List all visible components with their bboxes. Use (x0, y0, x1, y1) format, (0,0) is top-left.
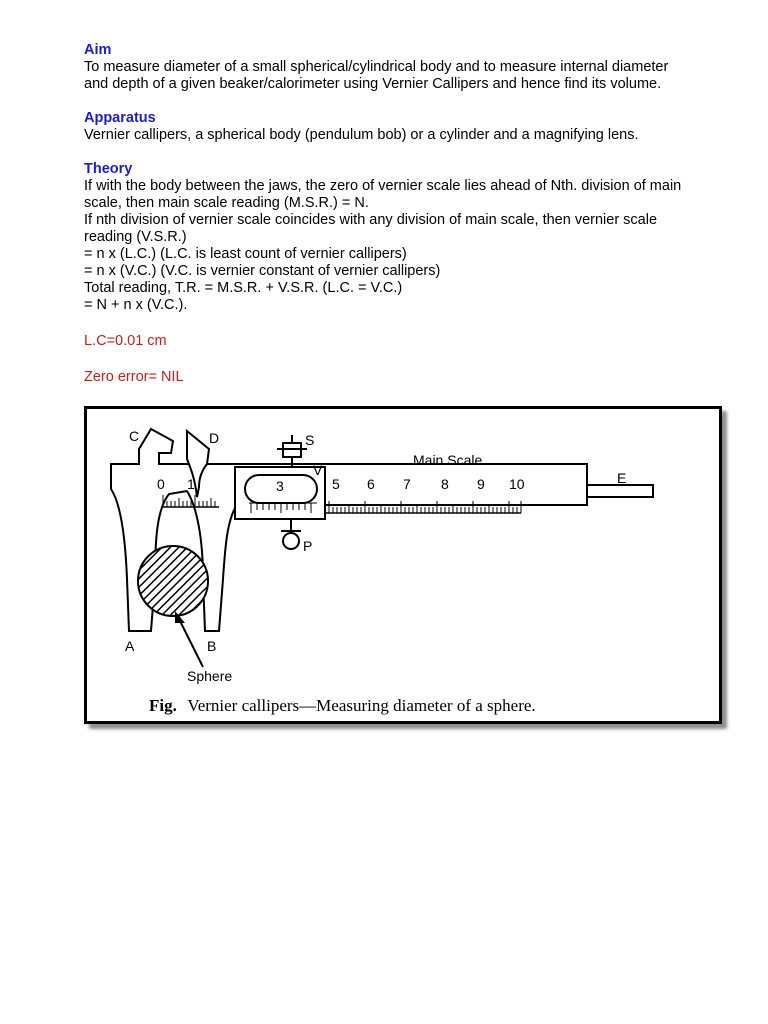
theory-line: = n x (L.C.) (L.C. is least count of vernier callipers) (84, 246, 407, 262)
zero-error-note: Zero error= NIL (84, 369, 184, 385)
aim-heading: Aim (84, 42, 112, 58)
sphere (138, 546, 208, 616)
label-b: B (207, 638, 217, 654)
theory-line: If nth division of vernier scale coincides with any division of main scale, then vernier scale (84, 212, 658, 228)
scale-number-6: 6 (367, 476, 375, 492)
scale-number-9: 9 (477, 476, 485, 492)
scale-number-1: 1 (187, 476, 195, 492)
figure-caption (149, 696, 536, 715)
aim-text-line-2: and depth of a given beaker/calorimeter using Vernier Callipers and hence find its volume. (84, 76, 662, 92)
vernier-callipers-figure (84, 406, 722, 724)
least-count-note: L.C=0.01 cm (84, 333, 167, 349)
label-v: V (313, 462, 323, 478)
depth-rod (587, 485, 653, 497)
vernier-callipers-diagram (87, 409, 719, 721)
label-s: S (305, 432, 315, 448)
theory-line: scale, then main scale reading (M.S.R.) = N. (84, 195, 369, 211)
scale-number-8: 8 (441, 476, 449, 492)
document-body (84, 42, 724, 386)
scale-number-5: 5 (332, 476, 340, 492)
theory-line: reading (V.S.R.) (84, 229, 187, 245)
apparatus-text: Vernier callipers, a spherical body (pendulum bob) or a cylinder and a magnifying lens. (84, 127, 639, 143)
apparatus-heading: Apparatus (84, 110, 156, 126)
theory-line: Total reading, T.R. = M.S.R. + V.S.R. (L.C. = V.C.) (84, 280, 403, 296)
knob-p (283, 533, 299, 549)
theory-line: If with the body between the jaws, the zero of vernier scale lies ahead of Nth. division of main (84, 178, 682, 194)
caption-prefix: Fig. (149, 696, 177, 715)
main-scale-label: Main Scale (413, 452, 483, 468)
sphere-label: Sphere (187, 668, 233, 684)
caption-text: Vernier callipers—Measuring diameter of a sphere. (187, 696, 536, 715)
aim-text-line-1: To measure diameter of a small spherical/cylindrical body and to measure internal diameter (84, 59, 669, 75)
scale-number-7: 7 (403, 476, 411, 492)
theory-heading: Theory (84, 161, 133, 177)
theory-line: = n x (V.C.) (V.C. is vernier constant of vernier callipers) (84, 263, 441, 279)
label-a: A (125, 638, 135, 654)
label-d: D (209, 430, 220, 446)
label-c: C (129, 428, 140, 444)
scale-number-10: 10 (509, 476, 525, 492)
theory-line: = N + n x (V.C.). (84, 297, 188, 313)
scale-number-3: 3 (276, 478, 284, 494)
label-p: P (303, 538, 313, 554)
label-e: E (617, 470, 627, 486)
scale-number-0: 0 (157, 476, 165, 492)
